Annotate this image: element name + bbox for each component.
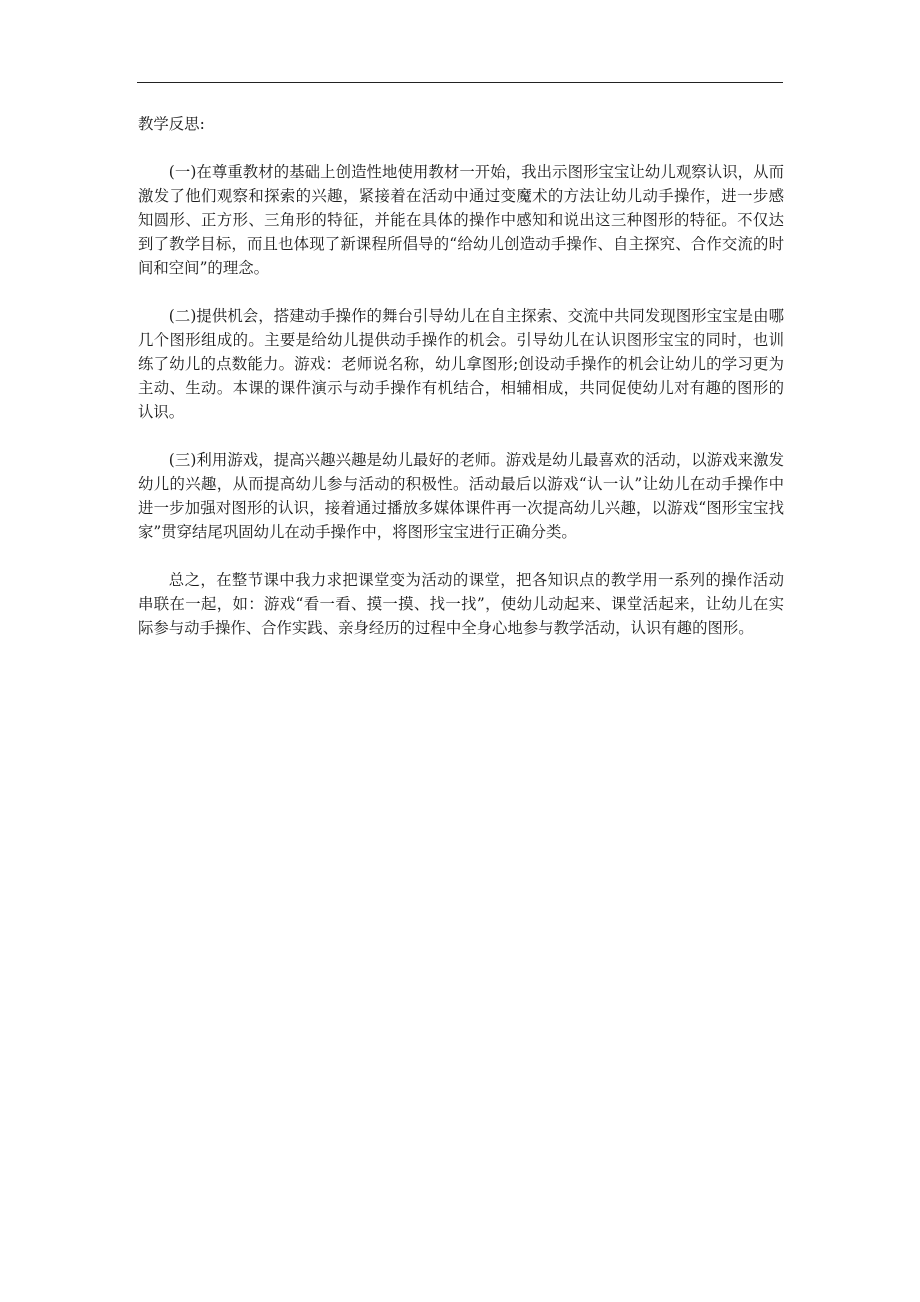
paragraph-2: (二)提供机会，搭建动手操作的舞台引导幼儿在自主探索、交流中共同发现图形宝宝是由哪几个图形组成的。主要是给幼儿提供动手操作的机会。引导幼儿在认识图形宝宝的同时，也训练了幼儿的点数能力。游戏：老师说名称，幼儿拿图形;创设动手操作的机会让幼儿的学习更为主动、生动。本课的课件演示与动手操作有机结合，相辅相成，共同促使幼儿对有趣的图形的认识。 xyxy=(138,307,784,421)
document-body xyxy=(138,112,784,664)
paragraph-4: 总之，在整节课中我力求把课堂变为活动的课堂，把各知识点的教学用一系列的操作活动串联在一起，如：游戏“看一看、摸一摸、找一找”，使幼儿动起来、课堂活起来，让幼儿在实际参与动手操作、合作实践、亲身经历的过程中全身心地参与教学活动，认识有趣的图形。 xyxy=(138,571,784,637)
paragraph-3: (三)利用游戏，提高兴趣兴趣是幼儿最好的老师。游戏是幼儿最喜欢的活动，以游戏来激发幼儿的兴趣，从而提高幼儿参与活动的积极性。活动最后以游戏“认一认”让幼儿在动手操作中进一步加强对图形的认识，接着通过播放多媒体课件再一次提高幼儿兴趣，以游戏“图形宝宝找家”贯穿结尾巩固幼儿在动手操作中，将图形宝宝进行正确分类。 xyxy=(138,451,784,541)
paragraph-1: (一)在尊重教材的基础上创造性地使用教材一开始，我出示图形宝宝让幼儿观察认识，从而激发了他们观察和探索的兴趣，紧接着在活动中通过变魔术的方法让幼儿动手操作，进一步感知圆形、正方形、三角形的特征，并能在具体的操作中感知和说出这三种图形的特征。不仅达到了教学目标，而且也体现了新课程所倡导的“给幼儿创造动手操作、自主探究、合作交流的时间和空间”的理念。 xyxy=(138,163,784,277)
section-heading: 教学反思: xyxy=(138,115,205,133)
header-rule xyxy=(137,82,783,83)
